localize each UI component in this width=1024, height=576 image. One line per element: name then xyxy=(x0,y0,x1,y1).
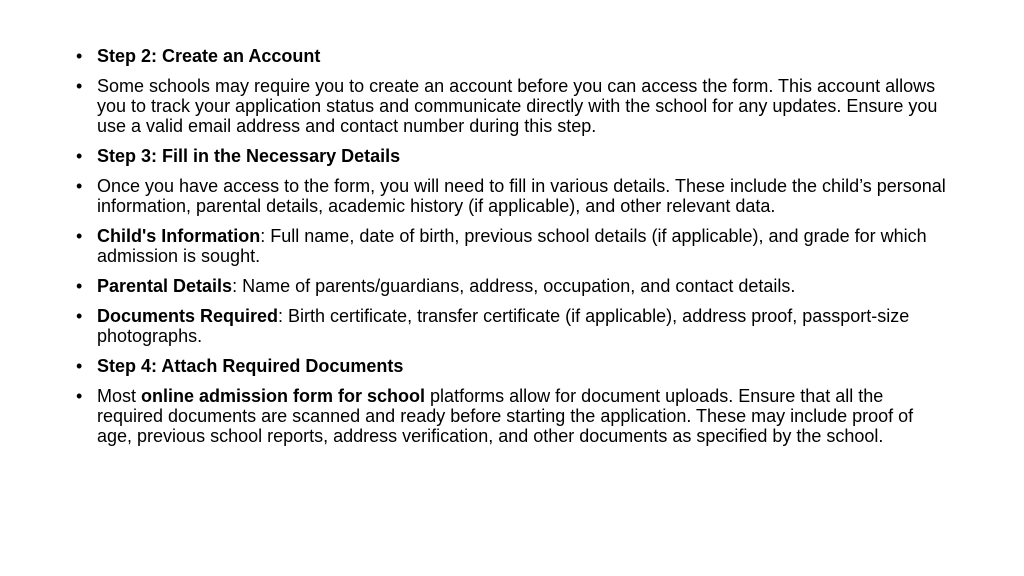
step-3-description-text: Once you have access to the form, you will need to fill in various details. These include the child’s personal information, parental details, academic history (if applicable), and other relevant data. xyxy=(97,176,946,216)
step-4-description xyxy=(76,386,948,446)
step-3-description xyxy=(76,176,948,216)
step-2-heading xyxy=(76,46,948,66)
documents-required-label: Documents Required xyxy=(97,306,279,326)
step-2-heading-text: Step 2: Create an Account xyxy=(97,46,321,66)
documents-required-item xyxy=(76,306,948,346)
childs-information-item xyxy=(76,226,948,266)
step-4-heading xyxy=(76,356,948,376)
step-3-heading-text: Step 3: Fill in the Necessary Details xyxy=(97,146,401,166)
step-2-description xyxy=(76,76,948,136)
parental-details-item xyxy=(76,276,948,296)
childs-information-label: Child's Information xyxy=(97,226,261,246)
step-2-description-text: Some schools may require you to create an account before you can access the form. This account allows you to track your application status and communicate directly with the school for any updates. Ensure you use a valid email address and contact number during this step. xyxy=(97,76,938,136)
step-3-heading xyxy=(76,146,948,166)
step-4-heading-text: Step 4: Attach Required Documents xyxy=(97,356,404,376)
parental-details-label: Parental Details xyxy=(97,276,233,296)
step-4-emphasis: online admission form for school xyxy=(141,386,426,406)
step-4-prefix: Most xyxy=(97,386,142,406)
childs-information-text: : Full name, date of birth, previous school details (if applicable), and grade for which admission is sought. xyxy=(97,226,927,266)
step-4-description-text: platforms allow for document uploads. Ensure that all the required documents are scanned and ready before starting the application. These may include proof of age, previous school reports, address verification, and other documents as specified by the school. xyxy=(97,386,914,446)
parental-details-text: : Name of parents/guardians, address, occupation, and contact details. xyxy=(232,276,796,296)
slide-content xyxy=(76,46,948,456)
documents-required-text: : Birth certificate, transfer certificate (if applicable), address proof, passport-size photographs. xyxy=(97,306,910,346)
bullet-list xyxy=(76,46,948,446)
